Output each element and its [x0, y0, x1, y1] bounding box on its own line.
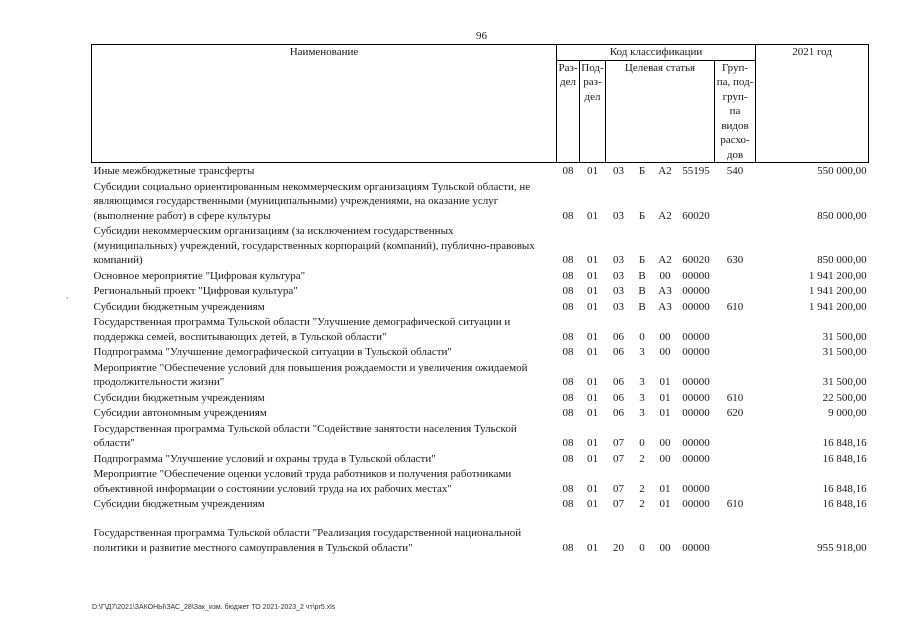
- table-row: [92, 299, 869, 315]
- scan-artifact-mark: ,: [66, 290, 69, 300]
- row-target-event: 01: [659, 482, 671, 495]
- table-row: [92, 163, 869, 179]
- row-target-subprogram: 2: [639, 482, 645, 495]
- row-target-event: 00: [659, 541, 671, 554]
- row-name: Государственная программа Тульской области "Улучшение демографической ситуации и поддержка семей, воспитывающих детей, в Тульской области": [93, 316, 511, 343]
- row-section: 08: [562, 541, 574, 554]
- footer-file-path: D:\Г\Д7\2021\ЗАКОНЫ\ЗАС_28\Зак_изм. бюджет ТО 2021-2023_2 чт\pr5.xls: [92, 604, 336, 611]
- table-body: [92, 163, 869, 555]
- row-target-subprogram: В: [638, 300, 646, 313]
- row-amount: 1 941 200,00: [808, 269, 867, 282]
- row-name: Региональный проект "Цифровая культура": [93, 285, 298, 298]
- row-target-event: 00: [659, 330, 671, 343]
- row-target-subprogram: 3: [639, 346, 645, 359]
- row-target-program: 03: [606, 163, 632, 179]
- row-name: Государственная программа Тульской области "Содействие занятости населения Тульской области": [93, 422, 517, 450]
- row-subsection: 01: [587, 330, 598, 343]
- row-name: Мероприятие "Обеспечение оценки условий труда работников и получения работниками объективной информации о состоянии условий труда на их рабочих местах": [93, 468, 512, 495]
- row-amount: 1 941 200,00: [808, 300, 867, 313]
- row-target-program: 03: [613, 254, 624, 267]
- row-subsection: 01: [587, 541, 598, 554]
- row-name: Основное мероприятие "Цифровая культура": [93, 269, 306, 282]
- row-name: Иные межбюджетные трансферты: [92, 163, 557, 179]
- row-name: Субсидии бюджетным учреждениям: [93, 498, 265, 511]
- table-row: [92, 496, 869, 512]
- row-target-subprogram: 3: [639, 391, 645, 404]
- row-section: 08: [562, 482, 574, 495]
- row-target-program: 03: [613, 285, 624, 298]
- row-target-direction: 00000: [682, 452, 710, 465]
- row-target-program: 07: [613, 482, 624, 495]
- row-expense-type: 610: [726, 300, 744, 313]
- row-target-program: 06: [613, 407, 624, 420]
- row-expense-type: 620: [726, 407, 744, 420]
- header-code-group: Код классификации: [557, 45, 756, 61]
- row-section: 08: [562, 452, 574, 465]
- header-year: 2021 год: [756, 45, 869, 163]
- row-subsection: 01: [587, 391, 598, 404]
- row-target-program: 03: [613, 209, 624, 222]
- row-target-event: 00: [659, 437, 671, 450]
- row-expense-type: 610: [726, 391, 744, 404]
- table-row: [92, 179, 869, 224]
- row-target-subprogram: В: [638, 285, 646, 298]
- row-expense-type: 540: [715, 163, 756, 179]
- row-amount: 550 000,00: [756, 163, 869, 179]
- row-expense-type: [715, 179, 756, 224]
- header-expense-group: Груп- па, под- груп- па видов расхо- дов: [715, 60, 756, 163]
- table-row: [92, 512, 869, 555]
- row-target-program: 06: [613, 346, 624, 359]
- row-target-event: 00: [659, 452, 671, 465]
- row-target-program: 07: [613, 437, 624, 450]
- row-subsection: 01: [587, 452, 598, 465]
- row-subsection: 01: [587, 300, 598, 313]
- row-target-subprogram: Б: [638, 254, 646, 267]
- row-amount: 9 000,00: [828, 407, 867, 420]
- row-target-direction: 00000: [682, 498, 710, 511]
- row-target-subprogram: Б: [638, 209, 646, 222]
- row-name: Субсидии некоммерческим организациям (за исключением государственных (муниципальных) учреждений, государственных корпораций (компаний), публично-правовых компаний): [93, 225, 535, 267]
- table-row: [92, 344, 869, 360]
- header-name: Наименование: [92, 45, 557, 163]
- row-expense-type: [715, 344, 756, 360]
- row-section: 08: [562, 391, 574, 404]
- row-amount: 850 000,00: [817, 254, 867, 267]
- row-target-direction: 00000: [682, 300, 710, 313]
- row-target-direction: 60020: [682, 209, 710, 222]
- row-subsection: 01: [580, 163, 606, 179]
- table-row: [92, 421, 869, 451]
- row-section: 08: [562, 330, 574, 343]
- row-subsection: 01: [587, 285, 598, 298]
- row-name: Подпрограмма "Улучшение демографической ситуации в Тульской области": [93, 346, 452, 359]
- row-section: 08: [562, 376, 574, 389]
- table-row: [92, 466, 869, 496]
- row-target-direction: 55195: [678, 163, 715, 179]
- row-target-program: 03: [613, 269, 624, 282]
- row-subsection: 01: [587, 346, 598, 359]
- table-row: [92, 314, 869, 344]
- row-target-event: А2: [653, 163, 678, 179]
- row-expense-type: [715, 466, 756, 496]
- table-row: [92, 405, 869, 421]
- row-amount: 22 500,00: [822, 391, 867, 404]
- row-target-direction: 00000: [682, 376, 710, 389]
- row-name: Субсидии автономным учреждениям: [93, 407, 267, 420]
- row-target-subprogram: В: [638, 269, 646, 282]
- row-amount: 16 848,16: [822, 437, 867, 450]
- row-target-event: А3: [658, 285, 672, 298]
- row-target-program: 20: [613, 541, 624, 554]
- row-expense-type: [715, 268, 756, 284]
- table-header: [92, 45, 869, 163]
- row-expense-type: [715, 360, 756, 390]
- row-amount: 16 848,16: [822, 498, 867, 511]
- budget-table: [91, 44, 869, 555]
- row-name: Мероприятие "Обеспечение условий для повышения рождаемости и увеличения ожидаемой продолжительности жизни": [93, 361, 528, 389]
- row-target-direction: 00000: [682, 285, 710, 298]
- row-section: 08: [562, 346, 574, 359]
- header-section: Раз- дел: [557, 60, 580, 163]
- table-row: [92, 390, 869, 406]
- row-target-event: А2: [658, 254, 672, 267]
- row-name: Субсидии бюджетным учреждениям: [93, 391, 265, 404]
- row-section: 08: [562, 285, 574, 298]
- row-target-direction: 00000: [682, 482, 710, 495]
- row-target-subprogram: 0: [639, 541, 645, 554]
- row-name: Государственная программа Тульской области "Реализация государственной национальной политики и развитие местного самоуправления в Тульской области": [93, 526, 522, 554]
- row-expense-type: [715, 314, 756, 344]
- table-row: [92, 268, 869, 284]
- row-target-direction: 60020: [682, 254, 710, 267]
- row-subsection: 01: [587, 376, 598, 389]
- row-name: Подпрограмма "Улучшение условий и охраны труда в Тульской области": [93, 452, 436, 465]
- row-target-direction: 00000: [682, 541, 710, 554]
- row-section: 08: [562, 498, 574, 511]
- row-amount: 955 918,00: [817, 541, 867, 554]
- row-target-direction: 00000: [682, 407, 710, 420]
- row-subsection: 01: [587, 482, 598, 495]
- row-target-event: 01: [659, 376, 671, 389]
- table-row: [92, 223, 869, 268]
- row-subsection: 01: [587, 437, 598, 450]
- row-target-event: А2: [658, 209, 672, 222]
- row-target-event: 01: [659, 498, 671, 511]
- row-target-event: А3: [658, 300, 672, 313]
- row-target-subprogram: 3: [639, 407, 645, 420]
- header-subsection: Под- раз- дел: [580, 60, 606, 163]
- row-amount: 31 500,00: [822, 330, 867, 343]
- row-amount: 1 941 200,00: [808, 285, 867, 298]
- header-target-article: Целевая статья: [606, 60, 715, 163]
- row-amount: 850 000,00: [817, 209, 867, 222]
- table-row: [92, 360, 869, 390]
- row-target-program: 06: [613, 330, 624, 343]
- row-expense-type: [715, 451, 756, 467]
- row-subsection: 01: [587, 269, 598, 282]
- row-section: 08: [562, 209, 574, 222]
- row-target-program: 03: [613, 300, 624, 313]
- row-target-program: 06: [613, 376, 624, 389]
- row-target-direction: 00000: [682, 346, 710, 359]
- row-expense-type: [715, 283, 756, 299]
- row-target-event: 01: [659, 407, 671, 420]
- row-expense-type: [715, 421, 756, 451]
- row-target-direction: 00000: [682, 330, 710, 343]
- row-section: 08: [562, 437, 574, 450]
- row-subsection: 01: [587, 407, 598, 420]
- row-subsection: 01: [587, 254, 598, 267]
- row-subsection: 01: [587, 498, 598, 511]
- row-amount: 16 848,16: [822, 482, 867, 495]
- row-expense-type: 610: [726, 498, 744, 511]
- table-row: [92, 283, 869, 299]
- row-expense-type: [715, 512, 756, 555]
- row-target-program: 06: [613, 391, 624, 404]
- row-target-program: 07: [613, 452, 624, 465]
- table-row: [92, 451, 869, 467]
- row-target-direction: 00000: [682, 391, 710, 404]
- row-subsection: 01: [587, 209, 598, 222]
- row-expense-type: 630: [726, 254, 744, 267]
- row-target-event: 01: [659, 391, 671, 404]
- row-amount: 31 500,00: [822, 376, 867, 389]
- row-target-subprogram: 0: [639, 437, 645, 450]
- row-section: 08: [562, 254, 574, 267]
- row-target-subprogram: 3: [639, 376, 645, 389]
- row-amount: 16 848,16: [822, 452, 867, 465]
- row-target-event: 00: [659, 269, 671, 282]
- row-target-program: 07: [613, 498, 624, 511]
- row-name: Субсидии бюджетным учреждениям: [93, 300, 265, 313]
- row-section: 08: [562, 407, 574, 420]
- row-target-event: 00: [659, 346, 671, 359]
- row-section: 08: [557, 163, 580, 179]
- page-number: 96: [476, 30, 487, 42]
- row-target-subprogram: 0: [639, 330, 645, 343]
- row-target-direction: 00000: [682, 437, 710, 450]
- row-target-subprogram: Б: [632, 163, 653, 179]
- row-name: Субсидии социально ориентированным некоммерческим организациям Тульской области, не являющимся государственными (муниципальными) учреждениями, на оказание услуг (выполнение работ) в сфере культуры: [93, 180, 531, 222]
- row-section: 08: [562, 300, 574, 313]
- row-amount: 31 500,00: [822, 346, 867, 359]
- row-target-direction: 00000: [682, 269, 710, 282]
- row-target-subprogram: 2: [639, 498, 645, 511]
- row-target-subprogram: 2: [639, 452, 645, 465]
- row-section: 08: [562, 269, 574, 282]
